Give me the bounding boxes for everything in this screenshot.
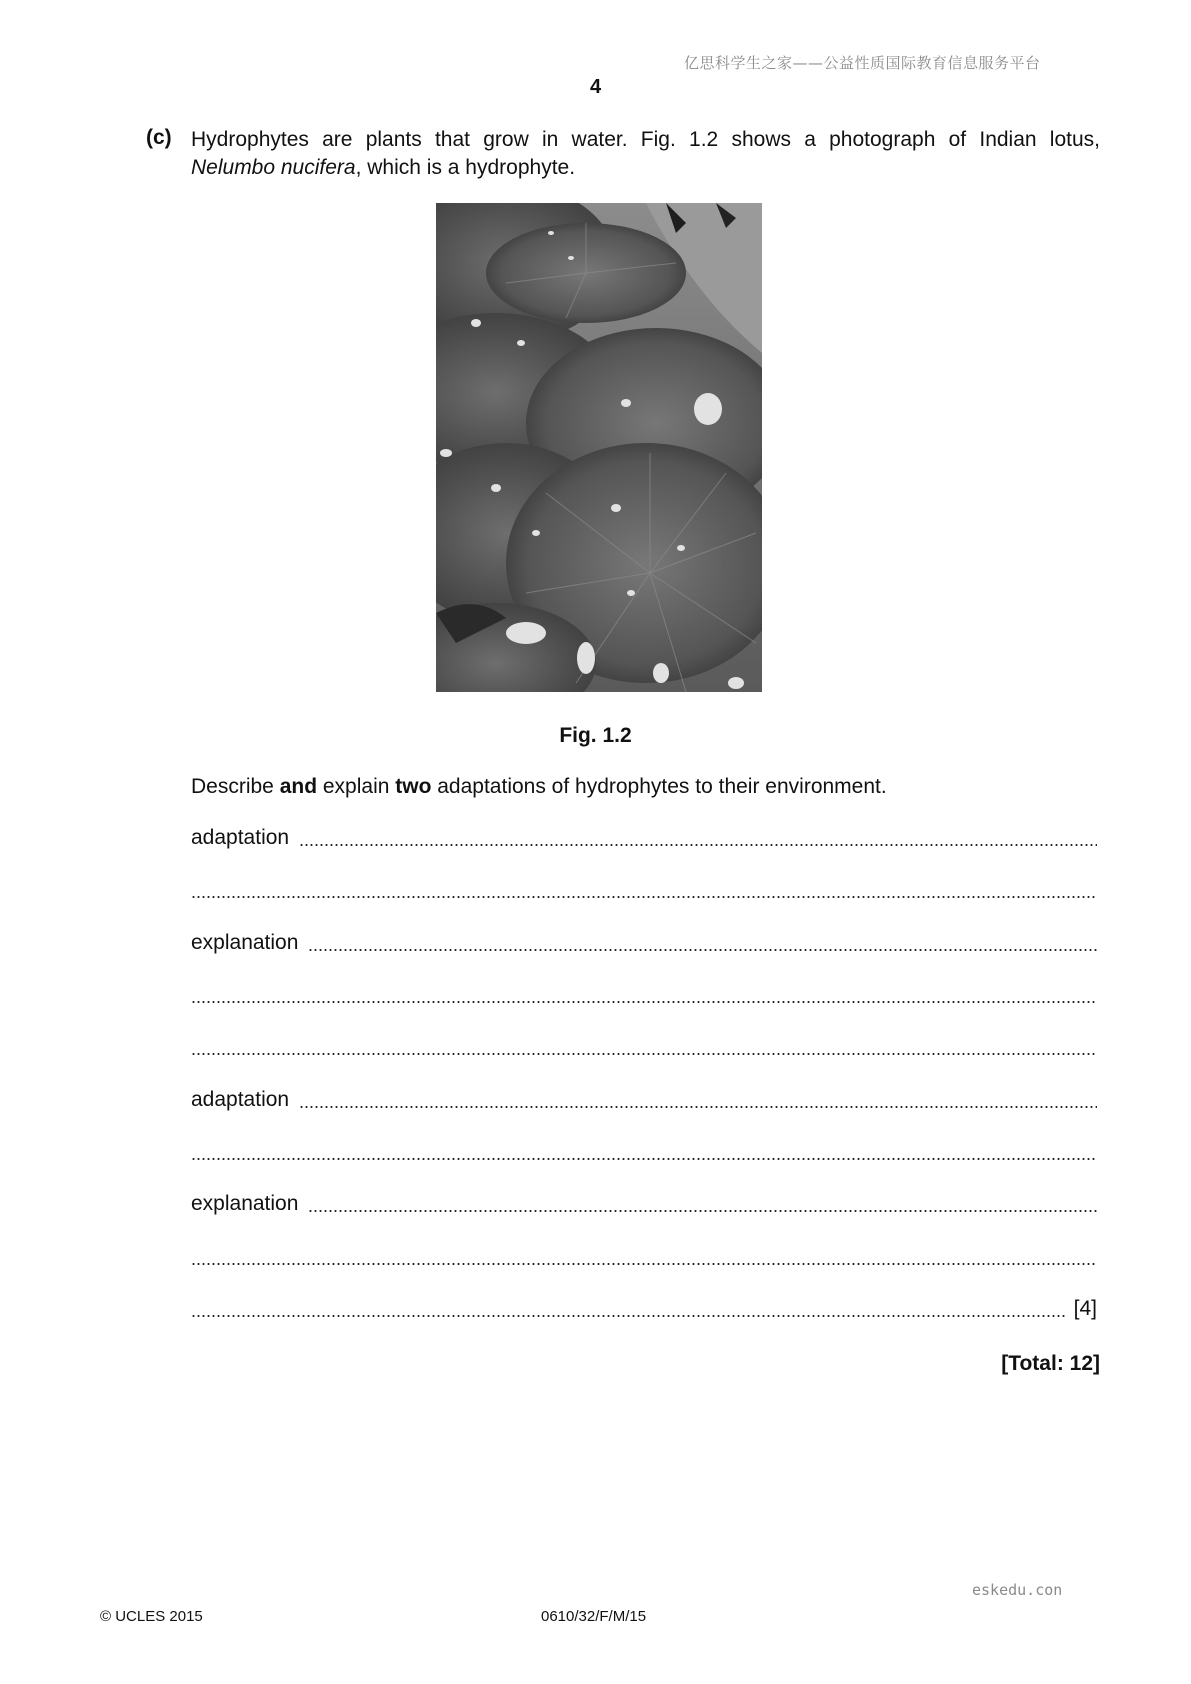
- answer-line-label: explanation: [191, 931, 299, 954]
- paper-code: 0610/32/F/M/15: [541, 1608, 647, 1625]
- answer-line-adaptation-1[interactable]: [191, 822, 1097, 850]
- prompt-part2: explain: [317, 775, 396, 798]
- prompt-bold-and: and: [279, 775, 318, 798]
- answer-line-explanation-2[interactable]: [191, 1188, 1097, 1216]
- answer-line-label: adaptation: [191, 1088, 290, 1111]
- answer-dots: [299, 1087, 1097, 1109]
- prompt-part3: adaptations of hydrophytes to their environment.: [431, 775, 887, 798]
- answer-line[interactable]: [191, 1031, 1097, 1059]
- answer-dots: [191, 982, 1097, 1004]
- answer-line-label: explanation: [191, 1192, 299, 1215]
- species-name: Nelumbo nucifera: [191, 156, 356, 179]
- answer-line-label: adaptation: [191, 826, 290, 849]
- page-number: 4: [589, 76, 602, 98]
- answer-dots: [191, 1296, 1066, 1318]
- copyright: © UCLES 2015: [100, 1608, 203, 1625]
- prompt-part1: Describe: [191, 775, 280, 798]
- answer-line[interactable]: [191, 874, 1097, 902]
- answer-dots: [191, 1244, 1097, 1266]
- footer-watermark: eskedu.con: [972, 1581, 1063, 1599]
- answer-line-final[interactable]: [191, 1293, 1097, 1321]
- marks-allocation: [4]: [1073, 1297, 1097, 1320]
- question-label: (c): [146, 126, 172, 149]
- prompt-bold-two: two: [395, 775, 432, 798]
- answer-line[interactable]: [191, 1136, 1097, 1164]
- lotus-leaves-photo: [436, 203, 762, 692]
- answer-dots: [191, 1139, 1097, 1161]
- answer-dots: [308, 1191, 1097, 1213]
- answer-dots: [191, 1034, 1097, 1056]
- question-prompt: [191, 775, 887, 799]
- answer-line[interactable]: [191, 979, 1097, 1007]
- question-text-line2: , which is a hydrophyte.: [355, 156, 576, 179]
- figure-caption: Fig. 1.2: [559, 724, 632, 747]
- answer-dots: [191, 877, 1097, 899]
- answer-line-adaptation-2[interactable]: [191, 1084, 1097, 1112]
- question-text-line1: Hydrophytes are plants that grow in water. Fig. 1.2 shows a photograph of Indian lotus,: [191, 128, 1100, 151]
- header-watermark: 亿思科学生之家——公益性质国际教育信息服务平台: [684, 54, 1041, 72]
- total-marks: [Total: 12]: [1001, 1352, 1100, 1375]
- answer-line-explanation-1[interactable]: [191, 927, 1097, 955]
- answer-line[interactable]: [191, 1241, 1097, 1269]
- answer-dots: [308, 930, 1097, 952]
- question-text: [191, 126, 1100, 182]
- answer-dots: [299, 825, 1097, 847]
